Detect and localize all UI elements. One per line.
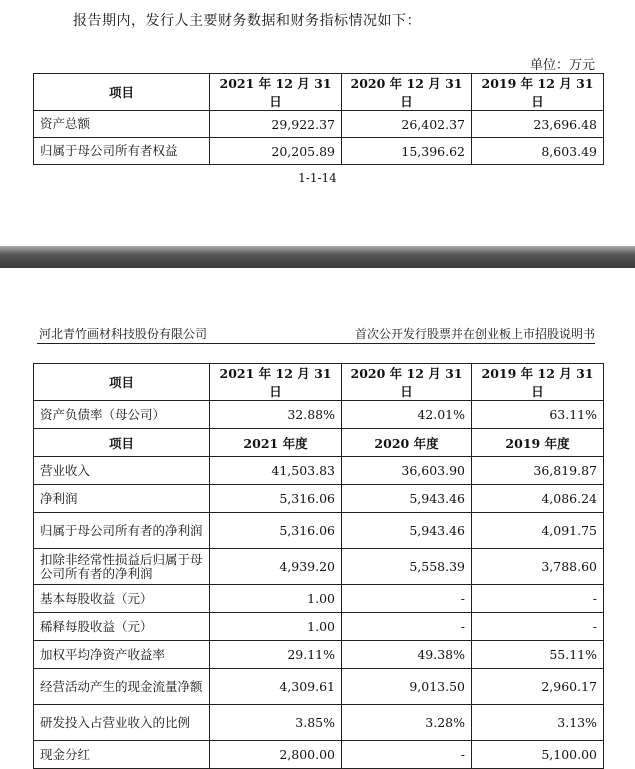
table-header-row (34, 364, 604, 401)
header-cell: 项目 (34, 429, 210, 457)
value-cell: - (342, 741, 472, 769)
value-cell: 8,603.49 (472, 138, 604, 165)
row-label: 现金分红 (34, 741, 210, 769)
header-cell: 2020 年度 (342, 429, 472, 457)
table-row (34, 401, 604, 429)
value-cell: 3.28% (342, 705, 472, 741)
value-cell: 2,960.17 (472, 669, 604, 705)
value-cell: 5,943.46 (342, 513, 472, 549)
financial-table-indicators (33, 363, 604, 769)
value-cell: 4,939.20 (210, 549, 342, 585)
unit-label: 单位：万元 (529, 58, 595, 73)
row-label: 归属于母公司所有者权益 (34, 138, 210, 165)
row-label: 资产负债率（母公司） (34, 401, 210, 429)
table-row (34, 549, 604, 585)
value-cell: 4,091.75 (472, 513, 604, 549)
value-cell: 55.11% (472, 641, 604, 669)
value-cell: 23,696.48 (472, 111, 604, 138)
financial-table-balance (33, 73, 604, 165)
header-cell: 2019 年度 (472, 429, 604, 457)
value-cell: 3.13% (472, 705, 604, 741)
table-row (34, 457, 604, 485)
row-label: 归属于母公司所有者的净利润 (34, 513, 210, 549)
value-cell: 49.38% (342, 641, 472, 669)
row-label: 资产总额 (34, 111, 210, 138)
value-cell: 41,503.83 (210, 457, 342, 485)
value-cell: 42.01% (342, 401, 472, 429)
value-cell: 36,603.90 (342, 457, 472, 485)
header-document-title: 首次公开发行股票并在创业板上市招股说明书 (354, 327, 595, 341)
value-cell: 32.88% (210, 401, 342, 429)
page-number: 1-1-14 (298, 171, 337, 185)
value-cell: - (472, 613, 604, 641)
header-cell: 2021 年 12 月 31 日 (210, 74, 342, 111)
header-cell: 2019 年 12 月 31 日 (472, 364, 604, 401)
table-row (34, 669, 604, 705)
value-cell: 4,086.24 (472, 485, 604, 513)
value-cell: 9,013.50 (342, 669, 472, 705)
table-row (34, 513, 604, 549)
row-label: 净利润 (34, 485, 210, 513)
value-cell: 29,922.37 (210, 111, 342, 138)
value-cell: - (472, 585, 604, 613)
value-cell: 26,402.37 (342, 111, 472, 138)
value-cell: 29.11% (210, 641, 342, 669)
row-label: 加权平均净资产收益率 (34, 641, 210, 669)
value-cell: 1.00 (210, 585, 342, 613)
value-cell: 5,316.06 (210, 513, 342, 549)
table-row (34, 741, 604, 769)
table-row (34, 111, 604, 138)
value-cell: 2,800.00 (210, 741, 342, 769)
value-cell: 5,100.00 (472, 741, 604, 769)
intro-text: 报告期内，发行人主要财务数据和财务指标情况如下： (73, 13, 421, 29)
header-company-name: 河北青竹画材科技股份有限公司 (39, 327, 208, 341)
header-cell: 2021 年度 (210, 429, 342, 457)
row-label: 基本每股收益（元） (34, 585, 210, 613)
row-label: 研发投入占营业收入的比例 (34, 705, 210, 741)
header-cell: 项目 (34, 74, 210, 111)
value-cell: 4,309.61 (210, 669, 342, 705)
header-cell: 2021 年 12 月 31 日 (210, 364, 342, 401)
value-cell: 3.85% (210, 705, 342, 741)
table-row (34, 641, 604, 669)
header-cell: 2019 年 12 月 31 日 (472, 74, 604, 111)
value-cell: - (342, 613, 472, 641)
row-label: 稀释每股收益（元） (34, 613, 210, 641)
value-cell: 5,316.06 (210, 485, 342, 513)
header-cell: 2020 年 12 月 31 日 (342, 364, 472, 401)
table-row (34, 485, 604, 513)
table-row (34, 585, 604, 613)
row-label: 营业收入 (34, 457, 210, 485)
value-cell: 5,558.39 (342, 549, 472, 585)
value-cell: 5,943.46 (342, 485, 472, 513)
row-label: 扣除非经常性损益后归属于母公司所有者的净利润 (34, 549, 210, 585)
value-cell: 36,819.87 (472, 457, 604, 485)
value-cell: 3,788.60 (472, 549, 604, 585)
value-cell: 15,396.62 (342, 138, 472, 165)
row-label: 经营活动产生的现金流量净额 (34, 669, 210, 705)
table-row (34, 705, 604, 741)
table-row (34, 613, 604, 641)
header-cell: 2020 年 12 月 31 日 (342, 74, 472, 111)
value-cell: 63.11% (472, 401, 604, 429)
page-break-divider (0, 246, 635, 268)
table-row (34, 138, 604, 165)
header-cell: 项目 (34, 364, 210, 401)
table-header-row (34, 74, 604, 111)
value-cell: 20,205.89 (210, 138, 342, 165)
value-cell: - (342, 585, 472, 613)
header-rule (37, 343, 595, 344)
table-header-row (34, 429, 604, 457)
value-cell: 1.00 (210, 613, 342, 641)
